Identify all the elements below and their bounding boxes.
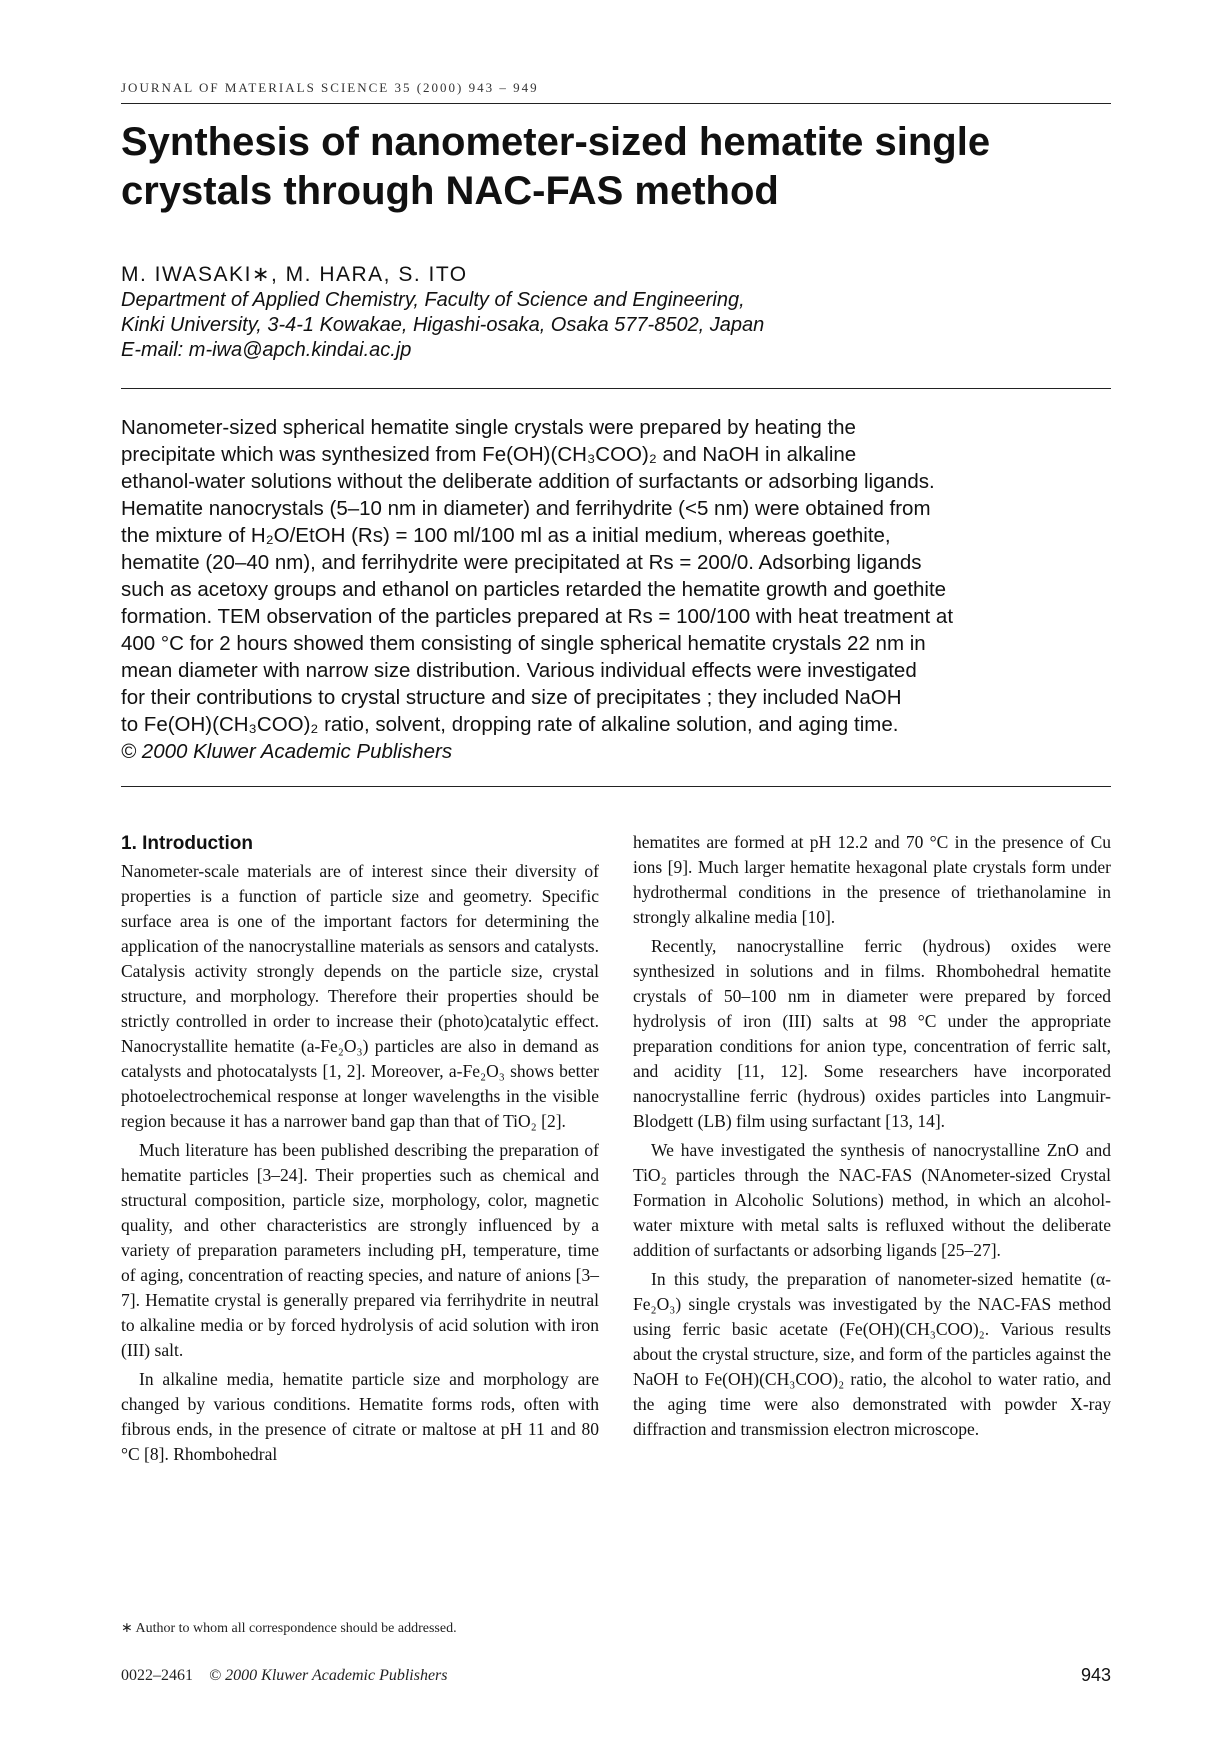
body-paragraph: hematites are formed at pH 12.2 and 70 °C in the presence of Cu ions [9]. Much larger hematite hexagonal plate crystals form under hydrothermal conditions in the presence of triethanolamine in strongly alkaline media [10]. xyxy=(633,832,1111,927)
abstract-line: ethanol-water solutions without the deliberate addition of surfactants or adsorbing ligands. xyxy=(121,470,935,493)
author-list: M. IWASAKI∗, M. HARA, S. ITO xyxy=(121,263,468,286)
page-number: 943 xyxy=(1080,1665,1111,1685)
abstract-line: hematite (20–40 nm), and ferrihydrite were precipitated at Rs = 200/0. Adsorbing ligands xyxy=(121,551,922,574)
abstract-line: the mixture of H₂O/EtOH (Rs) = 100 ml/100 ml as a initial medium, whereas goethite, xyxy=(121,524,891,547)
body-paragraph: We have investigated the synthesis of nanocrystalline ZnO and TiO₂ particles through the NAC-FAS (NAnometer-sized Crystal Formation in Alcoholic Solutions) method, in which an alcohol-water mixture with metal salts is refluxed without the deliberate addition of surfactants or adsorbing ligands [25–27]. xyxy=(633,1140,1111,1260)
running-head: JOURNAL OF MATERIALS SCIENCE 35 (2000) 943 – 949 xyxy=(121,80,539,95)
body-paragraph: Much literature has been published describing the preparation of hematite particles [3–24]. Their properties such as chemical and structural composition, particle size, morphology, color, magnetic quality, and other characteristics are strongly influenced by a variety of preparation parameters including pH, temperature, time of aging, concentration of reacting species, and nature of anions [3–7]. Hematite crystal is generally prepared via ferrihydrite in neutral to alkaline media or by forced hydrolysis of acid solution with iron (III) salt. xyxy=(121,1140,599,1360)
abstract-bottom-rule xyxy=(121,786,1111,787)
abstract-line: for their contributions to crystal structure and size of precipitates ; they included NaOH xyxy=(121,686,902,709)
body-paragraph: Nanometer-scale materials are of interest since their diversity of properties is a function of particle size and geometry. Specific surface area is one of the important factors for determining the application of the nanocrystalline materials as sensors and catalysts. Catalysis activity strongly depends on the particle size, crystal structure, and morphology. Therefore their properties should be strictly controlled in order to increase their (photo)catalytic effect. Nanocrystallite hematite (a-Fe₂O₃) particles are also in demand as catalysts and photocatalysts [1, 2]. Moreover, a-Fe₂O₃ shows better photoelectrochemical response at longer wavelengths in the visible region because it has a narrower band gap than that of TiO₂ [2]. xyxy=(121,861,599,1131)
body-paragraph: In this study, the preparation of nanometer-sized hematite (α-Fe₂O₃) single crystals was investigated by the NAC-FAS method using ferric basic acetate (Fe(OH)(CH₃COO)₂. Various results about the crystal structure, size, and form of the particles against the NaOH to Fe(OH)(CH₃COO)₂ ratio, the alcohol to water ratio, and the aging time were also demonstrated with powder X-ray diffraction and transmission electron microscope. xyxy=(633,1269,1111,1439)
abstract xyxy=(121,414,1111,765)
abstract-line: to Fe(OH)(CH₃COO)₂ ratio, solvent, dropping rate of alkaline solution, and aging time. xyxy=(121,713,899,736)
abstract-line: Nanometer-sized spherical hematite single crystals were prepared by heating the xyxy=(121,416,856,439)
affiliation-block xyxy=(121,288,764,363)
section-heading-introduction: 1. Introduction xyxy=(121,833,253,854)
abstract-line: formation. TEM observation of the particles prepared at Rs = 100/100 with heat treatment at xyxy=(121,605,954,628)
paper-title: Synthesis of nanometer-sized hematite single crystals through NAC-FAS method xyxy=(121,120,991,213)
footer-copyright: © 2000 Kluwer Academic Publishers xyxy=(209,1667,448,1684)
affiliation-address: Kinki University, 3-4-1 Kowakae, Higashi-osaka, Osaka 577-8502, Japan xyxy=(121,314,765,336)
left-column xyxy=(121,830,599,1467)
header-rule xyxy=(121,103,1111,104)
abstract-line: mean diameter with narrow size distribution. Various individual effects were investigated xyxy=(121,659,917,682)
abstract-line: precipitate which was synthesized from Fe(OH)(CH₃COO)₂ and NaOH in alkaline xyxy=(121,443,857,466)
author-email: E-mail: m-iwa@apch.kindai.ac.jp xyxy=(121,339,412,361)
body-paragraph: In alkaline media, hematite particle size and morphology are changed by various conditions. Hematite forms rods, often with fibrous ends, in the presence of citrate or maltose at pH 11 and 80 °C [8]. Rhombohedral xyxy=(121,1369,599,1464)
issn: 0022–2461 xyxy=(121,1667,193,1684)
abstract-line: Hematite nanocrystals (5–10 nm in diameter) and ferrihydrite (<5 nm) were obtained from xyxy=(121,497,931,520)
abstract-copyright: © 2000 Kluwer Academic Publishers xyxy=(121,740,453,763)
abstract-line: 400 °C for 2 hours showed them consisting of single spherical hematite crystals 22 nm in xyxy=(121,632,926,655)
body-paragraph: Recently, nanocrystalline ferric (hydrous) oxides were synthesized in solutions and in films. Rhombohedral hematite crystals of 50–100 nm in diameter were prepared by forced hydrolysis of iron (III) salts at 98 °C under the appropriate preparation conditions for anion type, concentration of ferric salt, and acidity [11, 12]. Some researchers have incorporated nanocrystalline ferric (hydrous) oxides particles into Langmuir-Blodgett (LB) film using surfactant [13, 14]. xyxy=(633,936,1111,1131)
abstract-top-rule xyxy=(121,388,1111,389)
correspondence-footnote: ∗ Author to whom all correspondence should be addressed. xyxy=(121,1621,457,1636)
footer-issn-line xyxy=(121,1667,448,1685)
abstract-line: such as acetoxy groups and ethanol on particles retarded the hematite growth and goethite xyxy=(121,578,947,601)
right-column xyxy=(633,830,1111,1442)
affiliation-department: Department of Applied Chemistry, Faculty of Science and Engineering, xyxy=(121,289,745,311)
